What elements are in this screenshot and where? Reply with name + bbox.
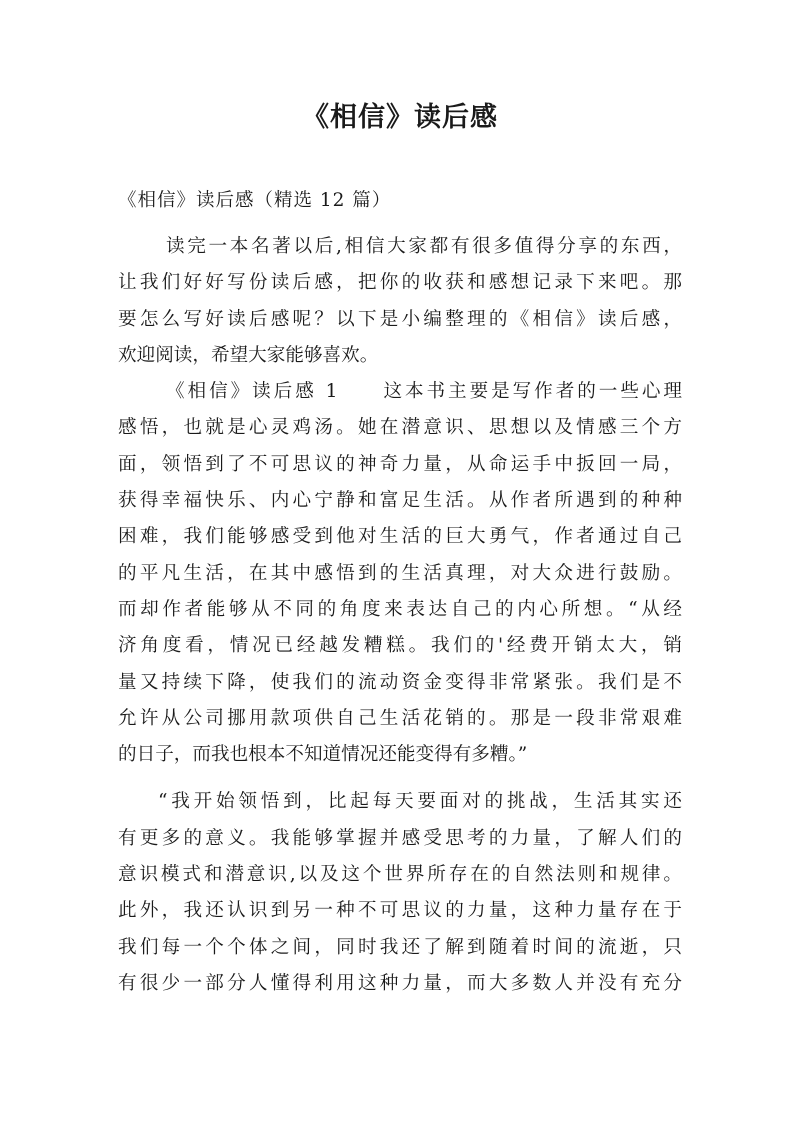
paragraph-line: “我开始领悟到，比起每天要面对的挑战，生活其实还 xyxy=(158,791,682,813)
paragraph-line: 有更多的意义。我能够掌握并感受思考的力量，了解人们的 xyxy=(118,827,682,849)
paragraph-line: 感悟，也就是心灵鸡汤。她在潜意识、思想以及情感三个方 xyxy=(118,417,682,439)
paragraph-line: 让我们好好写份读后感，把你的收获和感想记录下来吧。那 xyxy=(118,272,682,294)
paragraph-line: 量又持续下降，使我们的流动资金变得非常紧张。我们是不 xyxy=(118,671,682,693)
document-subtitle: 《相信》读后感（精选 12 篇） xyxy=(118,190,392,211)
paragraph-spacer xyxy=(118,773,682,784)
paragraph-review-1 xyxy=(118,374,682,773)
paragraph-line: 要怎么写好读后感呢？以下是小编整理的《相信》读后感， xyxy=(118,308,682,330)
paragraph-line: 允许从公司挪用款项供自己生活花销的。那是一段非常艰难 xyxy=(118,707,682,729)
document-title: 《相信》读后感 xyxy=(302,102,498,133)
paragraph-line: 面，领悟到了不可思议的神奇力量，从命运手中扳回一局， xyxy=(118,453,682,475)
paragraph-line: 有很少一部分人懂得利用这种力量，而大多数人并没有充分 xyxy=(118,972,682,994)
paragraph-line: 困难，我们能够感受到他对生活的巨大勇气，作者通过自己 xyxy=(118,526,682,548)
paragraph-review-1-continued xyxy=(118,784,682,1002)
paragraph-line: 的日子，而我也根本不知道情况还能变得有多糟。” xyxy=(118,744,528,766)
document-body xyxy=(118,229,682,1002)
paragraph-line: 《相信》读后感 1 这本书主要是写作者的一些心理 xyxy=(166,381,682,403)
paragraph-line: 读完一本名著以后,相信大家都有很多值得分享的东西， xyxy=(166,236,682,257)
paragraph-line: 此外，我还认识到另一种不可思议的力量，这种力量存在于 xyxy=(118,900,682,922)
paragraph-line: 而却作者能够从不同的角度来表达自己的内心所想。“从经 xyxy=(118,598,682,620)
paragraph-line: 的平凡生活，在其中感悟到的生活真理，对大众进行鼓励。 xyxy=(118,562,682,584)
paragraph-line: 意识模式和潜意识,以及这个世界所存在的自然法则和规律。 xyxy=(118,864,682,886)
paragraph-intro xyxy=(118,229,682,374)
paragraph-line: 济角度看，情况已经越发糟糕。我们的'经费开销太大，销 xyxy=(118,635,682,657)
paragraph-line: 我们每一个个体之间，同时我还了解到随着时间的流逝，只 xyxy=(118,936,682,958)
paragraph-line: 欢迎阅读，希望大家能够喜欢。 xyxy=(118,344,379,366)
paragraph-line: 获得幸福快乐、内心宁静和富足生活。从作者所遇到的种种 xyxy=(118,490,682,512)
